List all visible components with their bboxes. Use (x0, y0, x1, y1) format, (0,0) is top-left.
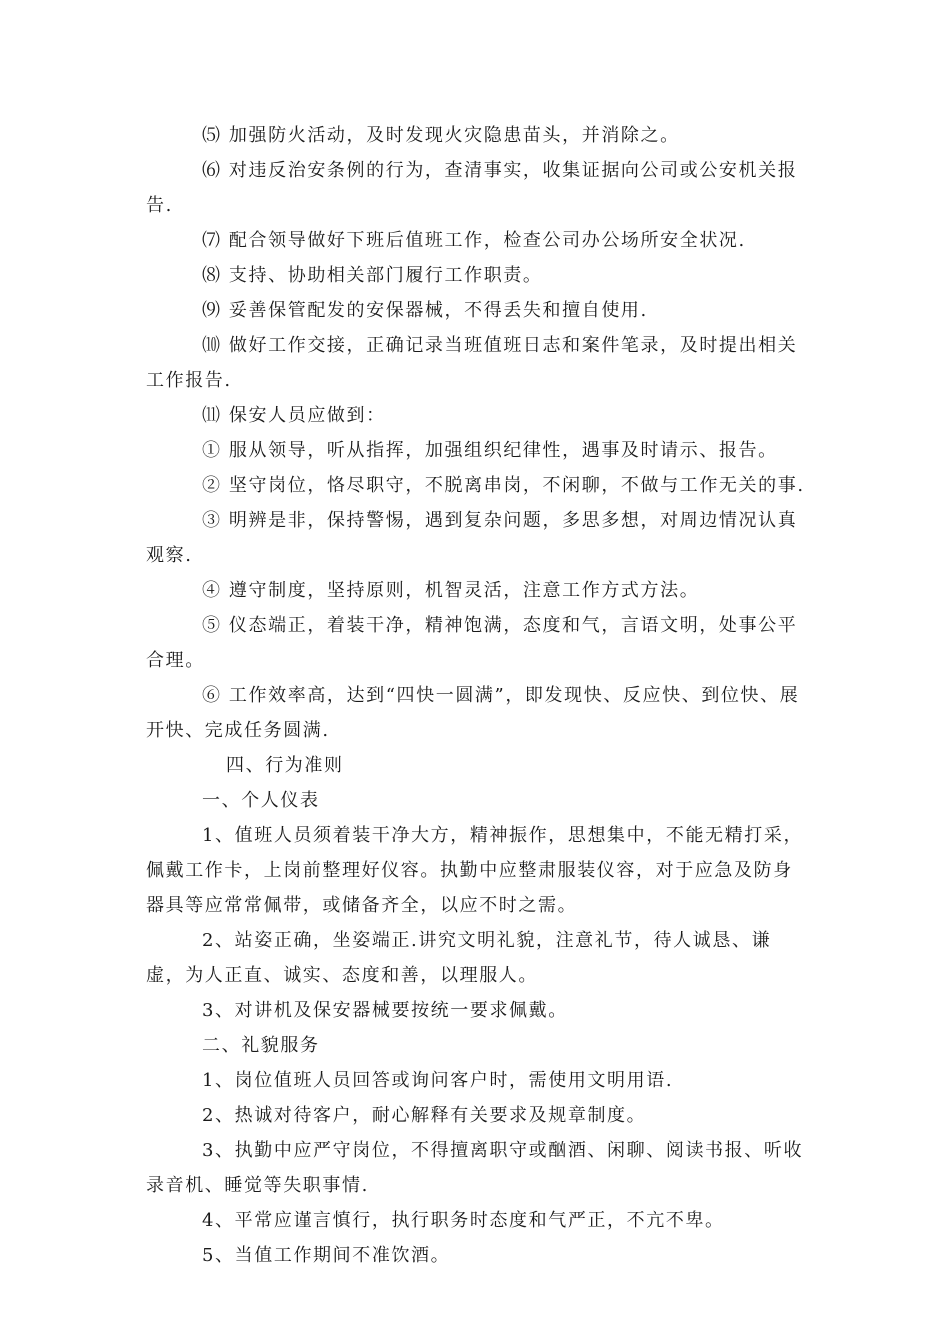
document-body (146, 118, 806, 1273)
duty-item-9: ⑼ 妥善保管配发的安保器械，不得丢失和擅自使用. (202, 300, 648, 321)
service-item-5: 5、当值工作期间不准饮酒。 (202, 1245, 451, 1266)
service-item-4: 4、平常应谨言慎行，执行职务时态度和气严正，不亢不卑。 (202, 1210, 725, 1231)
subsection-service: 二、礼貌服务 (202, 1035, 320, 1056)
duty-item-6: ⑹ 对违反治安条例的行为，查清事实，收集证据向公司或公安机关报告. (146, 160, 798, 216)
appearance-item-2: 2、站姿正确，坐姿端正.讲究文明礼貌，注意礼节，待人诚恳、谦虚，为人正直、诚实、态度和善，以理服人。 (146, 930, 772, 986)
duty-item-7: ⑺ 配合领导做好下班后值班工作，检查公司办公场所安全状况. (202, 230, 746, 251)
service-item-3: 3、执勤中应严守岗位，不得擅离职守或酗酒、闲聊、阅读书报、听收录音机、睡觉等失职事情. (146, 1140, 804, 1196)
requirement-2: ② 坚守岗位，恪尽职守，不脱离串岗，不闲聊，不做与工作无关的事. (202, 475, 805, 496)
requirement-6: ⑥ 工作效率高，达到“四快一圆满”，即发现快、反应快、到位快、展开快、完成任务圆满. (146, 685, 800, 741)
duty-item-5: ⑸ 加强防火活动，及时发现火灾隐患苗头，并消除之。 (202, 125, 680, 146)
appearance-item-1: 1、值班人员须着装干净大方，精神振作，思想集中，不能无精打采，佩戴工作卡，上岗前整理好仪容。执勤中应整肃服装仪容，对于应急及防身器具等应常常佩带，或储备齐全，以应不时之需。 (146, 825, 804, 916)
requirement-5: ⑤ 仪态端正，着装干净，精神饱满，态度和气，言语文明，处事公平合理。 (146, 615, 798, 671)
service-item-1: 1、岗位值班人员回答或询问客户时，需使用文明用语. (202, 1070, 674, 1091)
requirement-3: ③ 明辨是非，保持警惕，遇到复杂问题，多思多想，对周边情况认真观察. (146, 510, 798, 566)
duty-item-11: ⑾ 保安人员应做到： (202, 405, 386, 426)
appearance-item-3: 3、对讲机及保安器械要按统一要求佩戴。 (202, 1000, 568, 1021)
duty-item-8: ⑻ 支持、协助相关部门履行工作职责。 (202, 265, 543, 286)
duty-item-10: ⑽ 做好工作交接，正确记录当班值班日志和案件笔录，及时提出相关工作报告. (146, 335, 798, 391)
subsection-appearance: 一、个人仪表 (202, 790, 320, 811)
service-item-2: 2、热诚对待客户，耐心解释有关要求及规章制度。 (202, 1105, 647, 1126)
section-heading-conduct: 四、行为准则 (226, 755, 344, 776)
requirement-4: ④ 遵守制度，坚持原则，机智灵活，注意工作方式方法。 (202, 580, 700, 601)
requirement-1: ① 服从领导，听从指挥，加强组织纪律性，遇事及时请示、报告。 (202, 440, 778, 461)
